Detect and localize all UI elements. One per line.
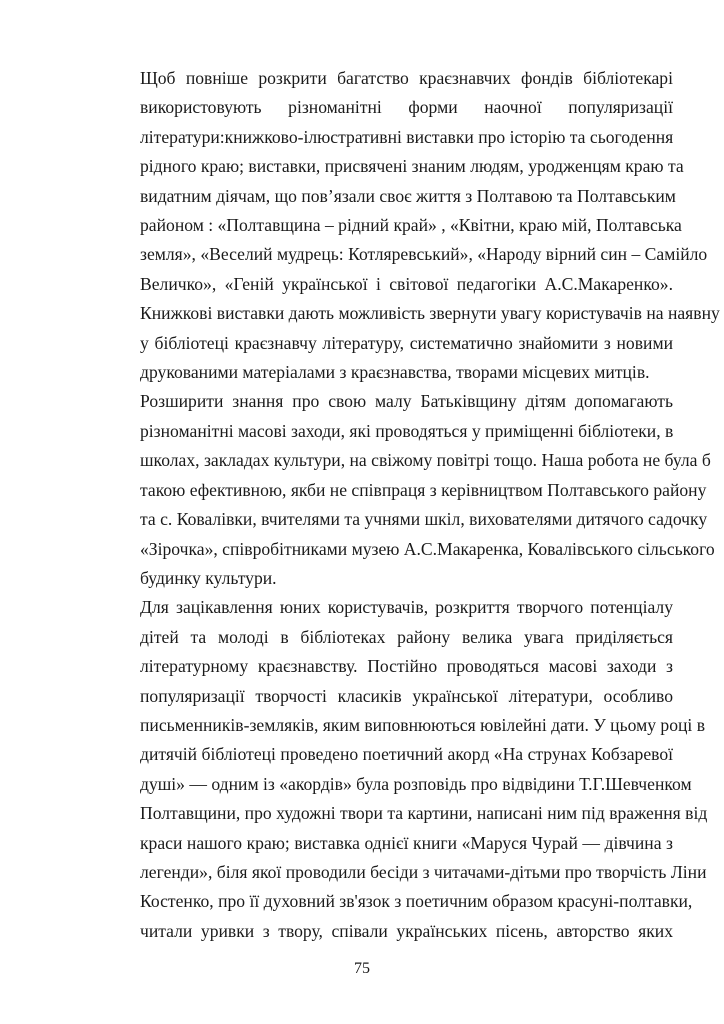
text-line: у бібліотеці краєзнавчу літературу, систематично знайомити з новими xyxy=(140,332,673,353)
text-line: Розширити знання про свою малу Батьківщину дітям допомагають xyxy=(140,391,673,412)
text-line: Для зацікавлення юних користувачів, розкриття творчого потенціалу xyxy=(140,597,673,618)
text-line: літературному краєзнавству. Постійно проводяться масові заходи з xyxy=(140,656,673,677)
text-line: Костенко, про її духовний зв'язок з поетичним образом красуні-полтавки, xyxy=(140,891,693,912)
text-line: такою ефективною, якби не співпраця з керівництвом Полтавського району xyxy=(140,479,707,500)
text-line: видатним діячам, що пов’язали своє життя з Полтавою та Полтавським xyxy=(140,185,676,206)
paragraph-literary-local-history xyxy=(103,593,708,946)
page-number: 75 xyxy=(354,960,370,977)
text-line: дитячій бібліотеці проведено поетичний акорд «На струнах Кобзаревої xyxy=(140,744,673,765)
text-line: рідного краю; виставки, присвячені знаним людям, уродженцям краю та xyxy=(140,156,684,177)
text-line: «Зірочка», співробітниками музею А.С.Макаренка, Ковалівського сільського xyxy=(140,538,715,559)
body-text xyxy=(103,64,720,946)
paragraph-exhibitions xyxy=(103,64,720,387)
text-line: душі» — одним із «акордів» була розповідь про відвідини Т.Г.Шевченком xyxy=(140,773,692,794)
text-line: використовують різноманітні форми наочної популяризації xyxy=(140,97,673,118)
text-line: письменників-земляків, яким виповнюються ювілейні дати. У цьому році в xyxy=(140,714,706,735)
text-line: літератури:книжково-ілюстративні виставки про історію та сьогодення xyxy=(140,126,674,147)
text-line: школах, закладах культури, на свіжому повітрі тощо. Наша робота не була б xyxy=(140,450,711,471)
text-line: різноманітні масові заходи, які проводяться у приміщенні бібліотеки, в xyxy=(140,420,674,441)
text-line: земля», «Веселий мудрець: Котляревський», «Народу вірний син – Самійло xyxy=(140,244,708,265)
text-line: краси нашого краю; виставка однієї книги «Маруся Чурай — дівчина з xyxy=(140,832,673,853)
text-line: Щоб повніше розкрити багатство краєзнавчих фондів бібліотекарі xyxy=(140,68,673,88)
text-line: читали уривки з твору, співали українських пісень, авторство яких xyxy=(140,920,673,941)
text-line: дітей та молоді в бібліотеках району велика увага приділяється xyxy=(140,626,673,647)
text-line: Величко», «Геній української і світової педагогіки А.С.Макаренко». xyxy=(140,273,673,294)
text-line: Полтавщини, про художні твори та картини, написані ним під враження від xyxy=(140,803,708,824)
paragraph-mass-events xyxy=(103,387,715,593)
text-line: друкованими матеріалами з краєзнавства, творами місцевих митців. xyxy=(140,362,650,383)
text-line: популяризації творчості класиків української літератури, особливо xyxy=(140,685,673,706)
text-line: Книжкові виставки дають можливість звернути увагу користувачів на наявну xyxy=(140,303,720,324)
text-line: легенди», біля якої проводили бесіди з читачами-дітьми про творчість Ліни xyxy=(140,861,707,882)
text-line: будинку культури. xyxy=(140,567,277,588)
text-line: та с. Ковалівки, вчителями та учнями шкіл, вихователями дитячого садочку xyxy=(140,509,708,530)
text-line: районом : «Полтавщина – рідний край» , «Квітни, краю мій, Полтавська xyxy=(140,215,682,236)
